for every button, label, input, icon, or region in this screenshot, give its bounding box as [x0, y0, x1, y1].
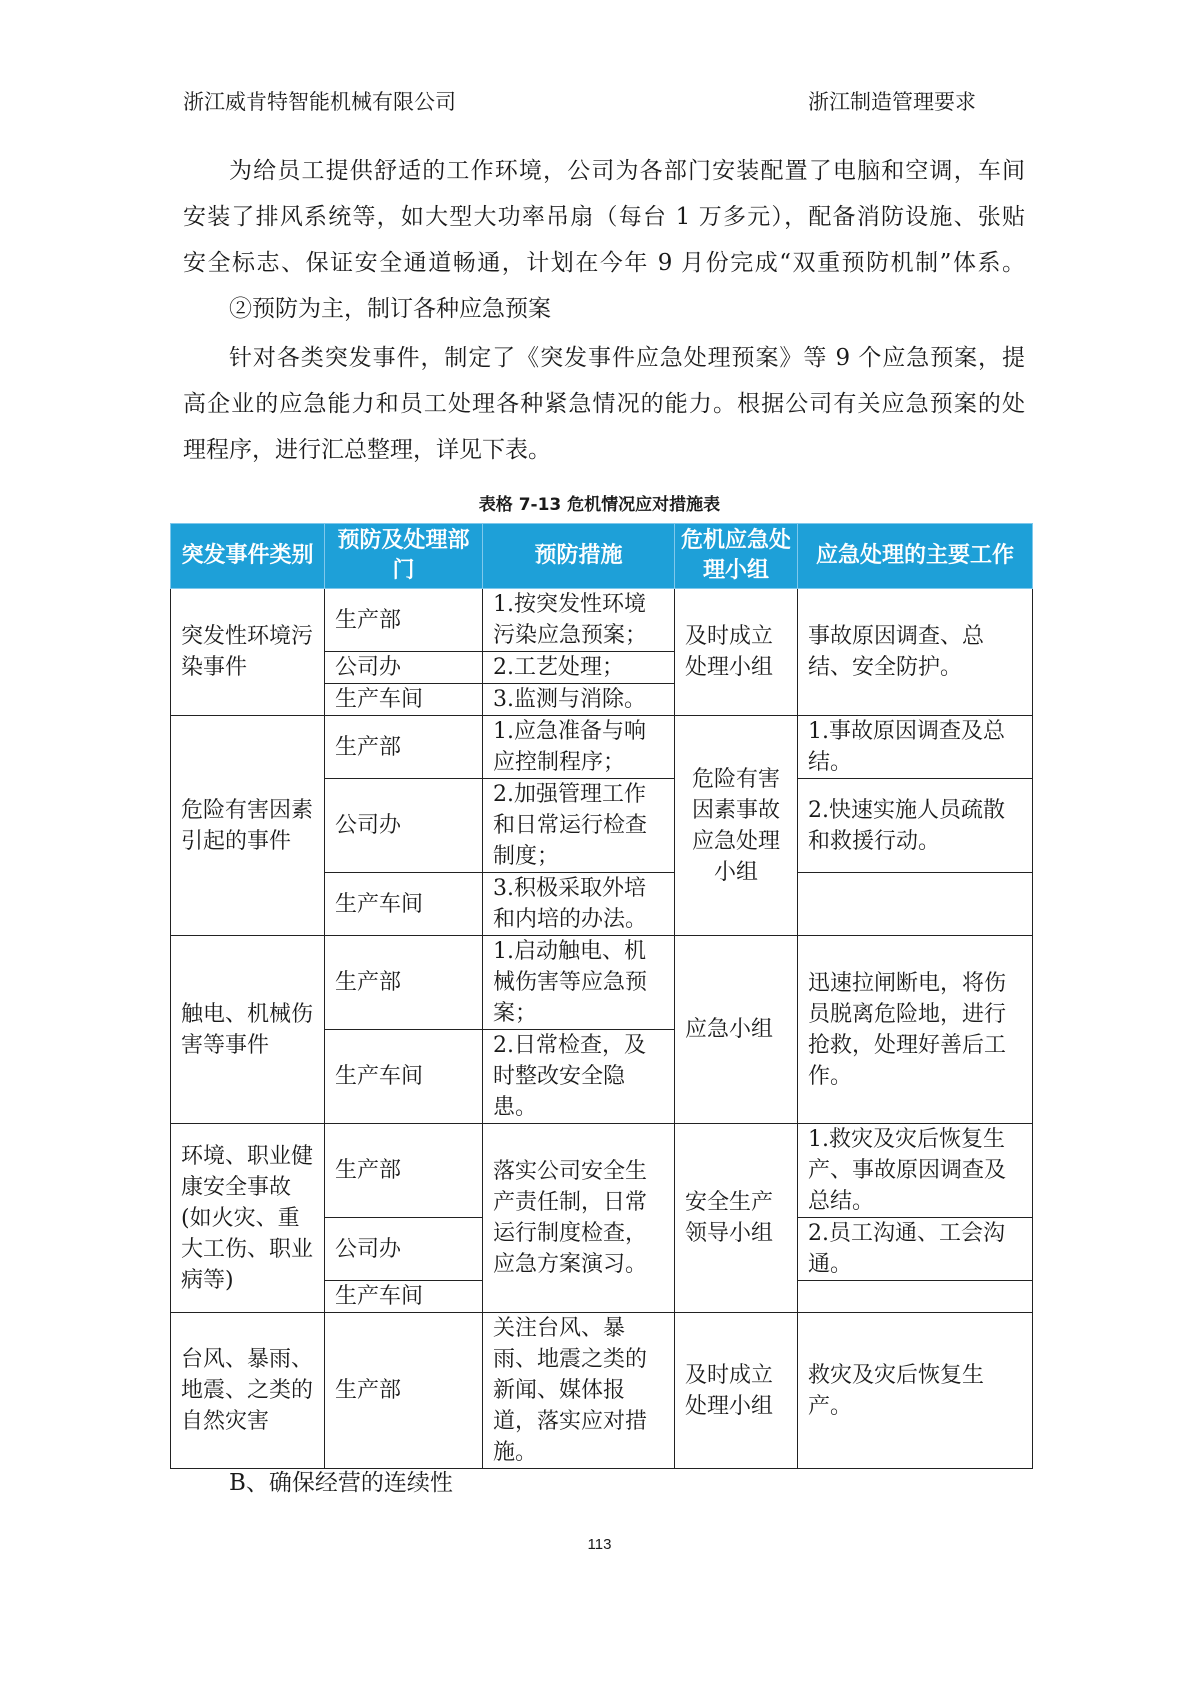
- paragraph-line: 安全标志、保证安全通道畅通，计划在今年 9 月份完成“双重预防机制”体系。: [183, 250, 1025, 276]
- column-header-department: 预防及处理部门: [325, 524, 483, 589]
- header-doc-title: 浙江制造管理要求: [808, 90, 976, 114]
- paragraph-line: ②预防为主，制订各种应急预案: [229, 296, 551, 322]
- cell-team: 应急小组: [675, 936, 798, 1124]
- cell-measure: 1.启动触电、机械伤害等应急预案；: [483, 936, 675, 1030]
- cell-main-work: 救灾及灾后恢复生产。: [798, 1313, 1033, 1469]
- cell-department: 生产车间: [325, 684, 483, 716]
- column-header-main-work: 应急处理的主要工作: [798, 524, 1033, 589]
- paragraph-line: 理程序，进行汇总整理，详见下表。: [183, 437, 551, 463]
- cell-main-work: [798, 1281, 1033, 1313]
- paragraph-line: 安装了排风系统等，如大型大功率吊扇（每台 1 万多元），配备消防设施、张贴: [183, 204, 1025, 230]
- cell-team: 危险有害因素事故应急处理小组: [675, 716, 798, 936]
- cell-department: 生产部: [325, 1124, 483, 1218]
- paragraph-work-environment: [183, 148, 1025, 286]
- cell-team: 及时成立处理小组: [675, 589, 798, 716]
- page-number: 113: [587, 1536, 612, 1553]
- cell-department: 公司办: [325, 779, 483, 873]
- column-header-team: 危机应急处理小组: [675, 524, 798, 589]
- column-header-measures: 预防措施: [483, 524, 675, 589]
- column-header-category: 突发事件类别: [171, 524, 325, 589]
- cell-department: 生产车间: [325, 873, 483, 936]
- cell-department: 公司办: [325, 1218, 483, 1281]
- paragraph-line: 针对各类突发事件，制定了《突发事件应急处理预案》等 9 个应急预案，提: [229, 345, 1025, 371]
- section-heading-continuity: [183, 1460, 1025, 1506]
- cell-category: 触电、机械伤害等事件: [171, 936, 325, 1124]
- table-row: [171, 589, 1033, 652]
- cell-measure: 1.按突发性环境污染应急预案；: [483, 589, 675, 652]
- cell-measure: 关注台风、暴雨、地震之类的新闻、媒体报道，落实应对措施。: [483, 1313, 675, 1469]
- cell-measure: 2.加强管理工作和日常运行检查制度；: [483, 779, 675, 873]
- cell-main-work: [798, 873, 1033, 936]
- cell-main-work: 迅速拉闸断电，将伤员脱离危险地，进行抢救，处理好善后工作。: [798, 936, 1033, 1124]
- table-row: [171, 936, 1033, 1030]
- cell-category: 突发性环境污染事件: [171, 589, 325, 716]
- cell-department: 生产部: [325, 936, 483, 1030]
- cell-department: 生产部: [325, 589, 483, 652]
- paragraph-emergency-plans: [183, 335, 1025, 473]
- cell-measure: 2.工艺处理；: [483, 652, 675, 684]
- cell-department: 生产车间: [325, 1281, 483, 1313]
- cell-main-work: 1.事故原因调查及总结。: [798, 716, 1033, 779]
- table-caption: 表格 7-13 危机情况应对措施表: [478, 495, 721, 515]
- header-rule: [178, 122, 1028, 123]
- crisis-response-table: [170, 523, 1033, 1469]
- cell-main-work: 2.快速实施人员疏散和救援行动。: [798, 779, 1033, 873]
- table-header-row: [171, 524, 1033, 589]
- cell-category: 危险有害因素引起的事件: [171, 716, 325, 936]
- header-company: 浙江威肯特智能机械有限公司: [183, 90, 456, 114]
- cell-main-work: 1.救灾及灾后恢复生产、事故原因调查及总结。: [798, 1124, 1033, 1218]
- paragraph-line: 为给员工提供舒适的工作环境，公司为各部门安装配置了电脑和空调，车间: [229, 158, 1025, 184]
- table-row: [171, 1313, 1033, 1469]
- cell-department: 生产部: [325, 1313, 483, 1469]
- cell-measure: 2.日常检查，及时整改安全隐患。: [483, 1030, 675, 1124]
- section-heading-prevention: [183, 286, 1025, 332]
- cell-measure: 3.积极采取外培和内培的办法。: [483, 873, 675, 936]
- paragraph-line: B、确保经营的连续性: [229, 1470, 453, 1496]
- cell-department: 生产车间: [325, 1030, 483, 1124]
- cell-main-work: 事故原因调查、总结、安全防护。: [798, 589, 1033, 716]
- cell-team: 安全生产领导小组: [675, 1124, 798, 1313]
- cell-category: 台风、暴雨、地震、之类的自然灾害: [171, 1313, 325, 1469]
- cell-main-work: 2.员工沟通、工会沟通。: [798, 1218, 1033, 1281]
- cell-department: 公司办: [325, 652, 483, 684]
- cell-measure: 落实公司安全生产责任制，日常运行制度检查，应急方案演习。: [483, 1124, 675, 1313]
- cell-measure: 3.监测与消除。: [483, 684, 675, 716]
- cell-category: 环境、职业健康安全事故(如火灾、重大工伤、职业病等): [171, 1124, 325, 1313]
- paragraph-line: 高企业的应急能力和员工处理各种紧急情况的能力。根据公司有关应急预案的处: [183, 391, 1025, 417]
- table-row: [171, 716, 1033, 779]
- cell-team: 及时成立处理小组: [675, 1313, 798, 1469]
- cell-measure: 1.应急准备与响应控制程序；: [483, 716, 675, 779]
- cell-department: 生产部: [325, 716, 483, 779]
- table-row: [171, 1124, 1033, 1218]
